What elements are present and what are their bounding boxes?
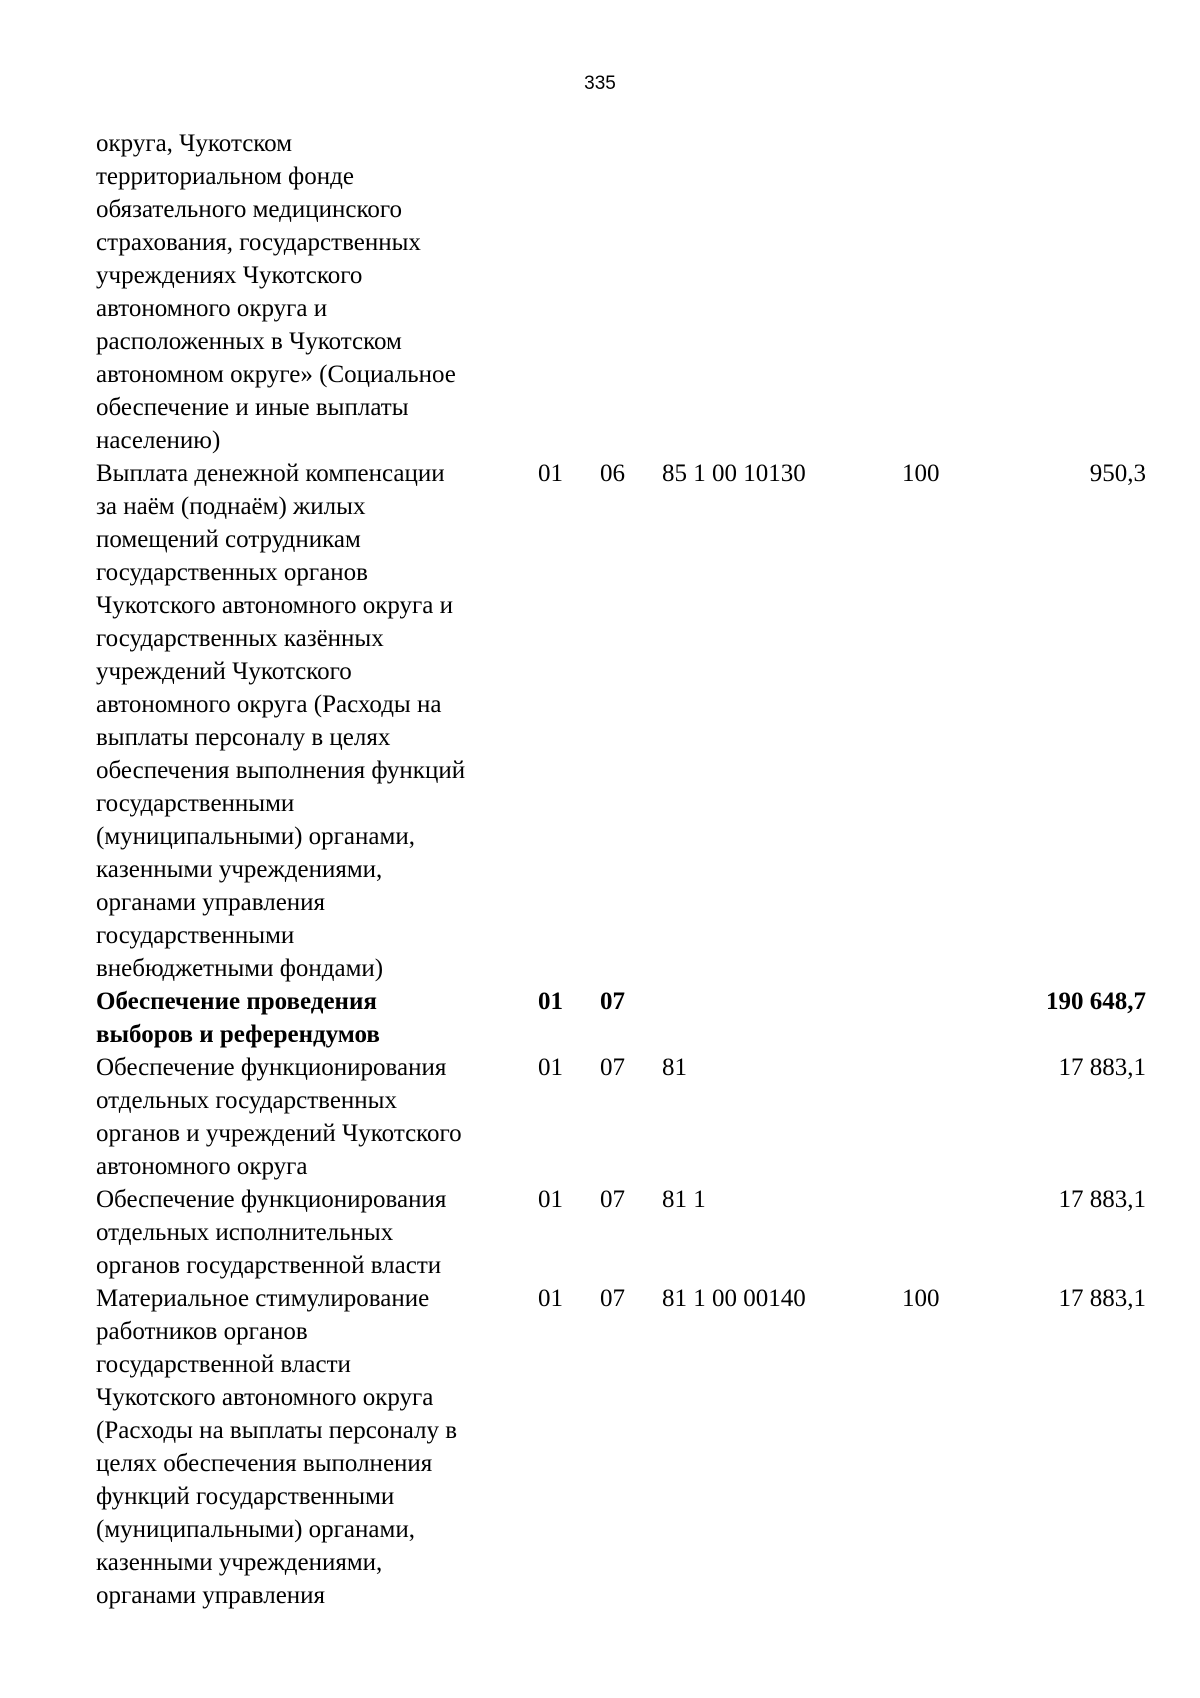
- row-section: 01: [538, 988, 563, 1015]
- table-row: [96, 457, 1146, 985]
- row-name: Обеспечение функционирования отдельных государственных органов и учреждений Чукотского автономного округа: [96, 1054, 462, 1180]
- row-expense-type: [902, 1051, 1012, 1183]
- row-subsection: [600, 127, 662, 457]
- row-target-article: 81 1: [662, 1186, 706, 1213]
- row-name: Выплата денежной компенсации за наём (поднаём) жилых помещений сотрудникам государственных органов Чукотского автономного округа и государственных казённых учреждений Чукотского автономного округа (Расходы на выплаты персоналу в целях обеспечения выполнения функций государственными (муниципальными) органами, казенными учреждениями, органами управления государственными внебюджетными фондами): [96, 460, 466, 982]
- row-subsection: 07: [600, 1054, 625, 1081]
- row-target-article: 81 1 00 00140: [662, 1285, 806, 1312]
- row-section: 01: [538, 1186, 563, 1213]
- table-row: [96, 985, 1146, 1051]
- row-section: 01: [538, 1054, 563, 1081]
- row-subsection: 07: [600, 988, 625, 1015]
- budget-table-body: [96, 127, 1146, 1612]
- row-amount: [1012, 127, 1146, 457]
- row-target-article: [662, 127, 902, 457]
- page-number: 335: [584, 73, 616, 94]
- row-expense-type: [902, 127, 1012, 457]
- budget-table: [96, 127, 1146, 1612]
- table-row: [96, 1051, 1146, 1183]
- row-amount: 190 648,7: [1046, 988, 1146, 1015]
- row-name: Обеспечение функционирования отдельных исполнительных органов государственной власти: [96, 1186, 447, 1279]
- row-subsection: 06: [600, 460, 625, 487]
- row-section: 01: [538, 460, 563, 487]
- row-expense-type: 100: [902, 460, 940, 487]
- row-expense-type: 100: [902, 1285, 940, 1312]
- row-amount: 950,3: [1089, 460, 1146, 487]
- table-row: [96, 1183, 1146, 1282]
- row-amount: 17 883,1: [1058, 1186, 1146, 1213]
- row-target-article: 85 1 00 10130: [662, 460, 806, 487]
- row-expense-type: [902, 1183, 1012, 1282]
- row-amount: 17 883,1: [1058, 1285, 1146, 1312]
- row-target-article: 81: [662, 1054, 687, 1081]
- row-section: [538, 127, 600, 457]
- row-subsection: 07: [600, 1186, 625, 1213]
- table-row: [96, 127, 1146, 457]
- row-amount: 17 883,1: [1058, 1054, 1146, 1081]
- row-name: округа, Чукотском территориальном фонде обязательного медицинского страхования, государственных учреждениях Чукотского автономного округа и расположенных в Чукотском автономном округе» (Социальное обеспечение и иные выплаты населению): [96, 130, 456, 454]
- row-name: Обеспечение проведения выборов и референдумов: [96, 988, 380, 1048]
- table-row: [96, 1282, 1146, 1612]
- row-name: Материальное стимулирование работников органов государственной власти Чукотского автономного округа (Расходы на выплаты персоналу в целях обеспечения выполнения функций государственными (муниципальными) органами, казенными учреждениями, органами управления: [96, 1285, 458, 1609]
- row-target-article: [662, 985, 902, 1051]
- row-expense-type: [902, 985, 1012, 1051]
- row-subsection: 07: [600, 1285, 625, 1312]
- row-section: 01: [538, 1285, 563, 1312]
